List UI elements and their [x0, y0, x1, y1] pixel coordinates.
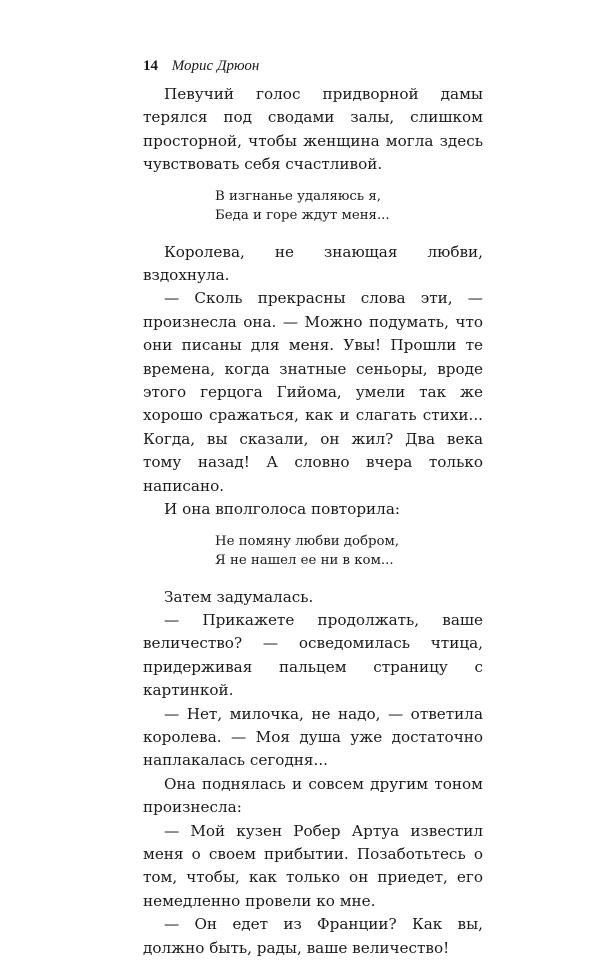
- paragraph-1: Певучий голос придворной дамы терялся под сводами залы, слишком просторной, чтобы женщина могла здесь чувствовать себя счастливой.: [143, 85, 483, 174]
- paragraph-3: — Сколь прекрасны слова эти, — произнесла она. — Можно подумать, что они писаны для меня. Увы! Прошли те времена, когда знатные сеньоры, вроде этого герцога Гийома, умели так же хорошо сражаться, как и слагать стихи... Когда, вы сказали, он жил? Два века тому назад! А словно вчера только написано.: [143, 289, 483, 495]
- paragraph-7: — Нет, милочка, не надо, — ответила королева. — Моя душа уже достаточно наплакалась сегодня...: [143, 704, 483, 770]
- poem-1-line-1: В изгнанье удаляюсь я,: [215, 188, 381, 204]
- page-text: [143, 83, 483, 960]
- poem-stanza-1: [215, 187, 483, 225]
- poem-2-line-2: Я не нашел ее ни в ком...: [215, 552, 394, 568]
- paragraph-4: И она вполголоса повторила:: [164, 500, 400, 519]
- page-number: 14: [143, 58, 158, 74]
- paragraph-9: — Мой кузен Робер Артуа известил меня о своем прибытии. Позаботьтесь о том, чтобы, как только он приедет, его немедленно провели ко мне.: [143, 821, 483, 910]
- running-title: Морис Дрюон: [171, 58, 260, 74]
- page-header: [143, 58, 259, 75]
- paragraph-8: Она поднялась и совсем другим тоном произнесла:: [143, 774, 483, 817]
- paragraph-6: — Прикажете продолжать, ваше величество? — осведомилась чтица, придерживая пальцем страницу с картинкой.: [143, 610, 483, 700]
- paragraph-10: — Он едет из Франции? Как вы, должно быть, рады, ваше величество!: [143, 915, 483, 957]
- poem-2-line-1: Не помяну любви добром,: [215, 533, 400, 549]
- paragraph-2: Королева, не знающая любви, вздохнула.: [143, 242, 483, 285]
- poem-stanza-2: [215, 532, 483, 570]
- paragraph-5: Затем задумалась.: [164, 587, 314, 606]
- poem-1-line-2: Беда и горе ждут меня...: [215, 207, 390, 223]
